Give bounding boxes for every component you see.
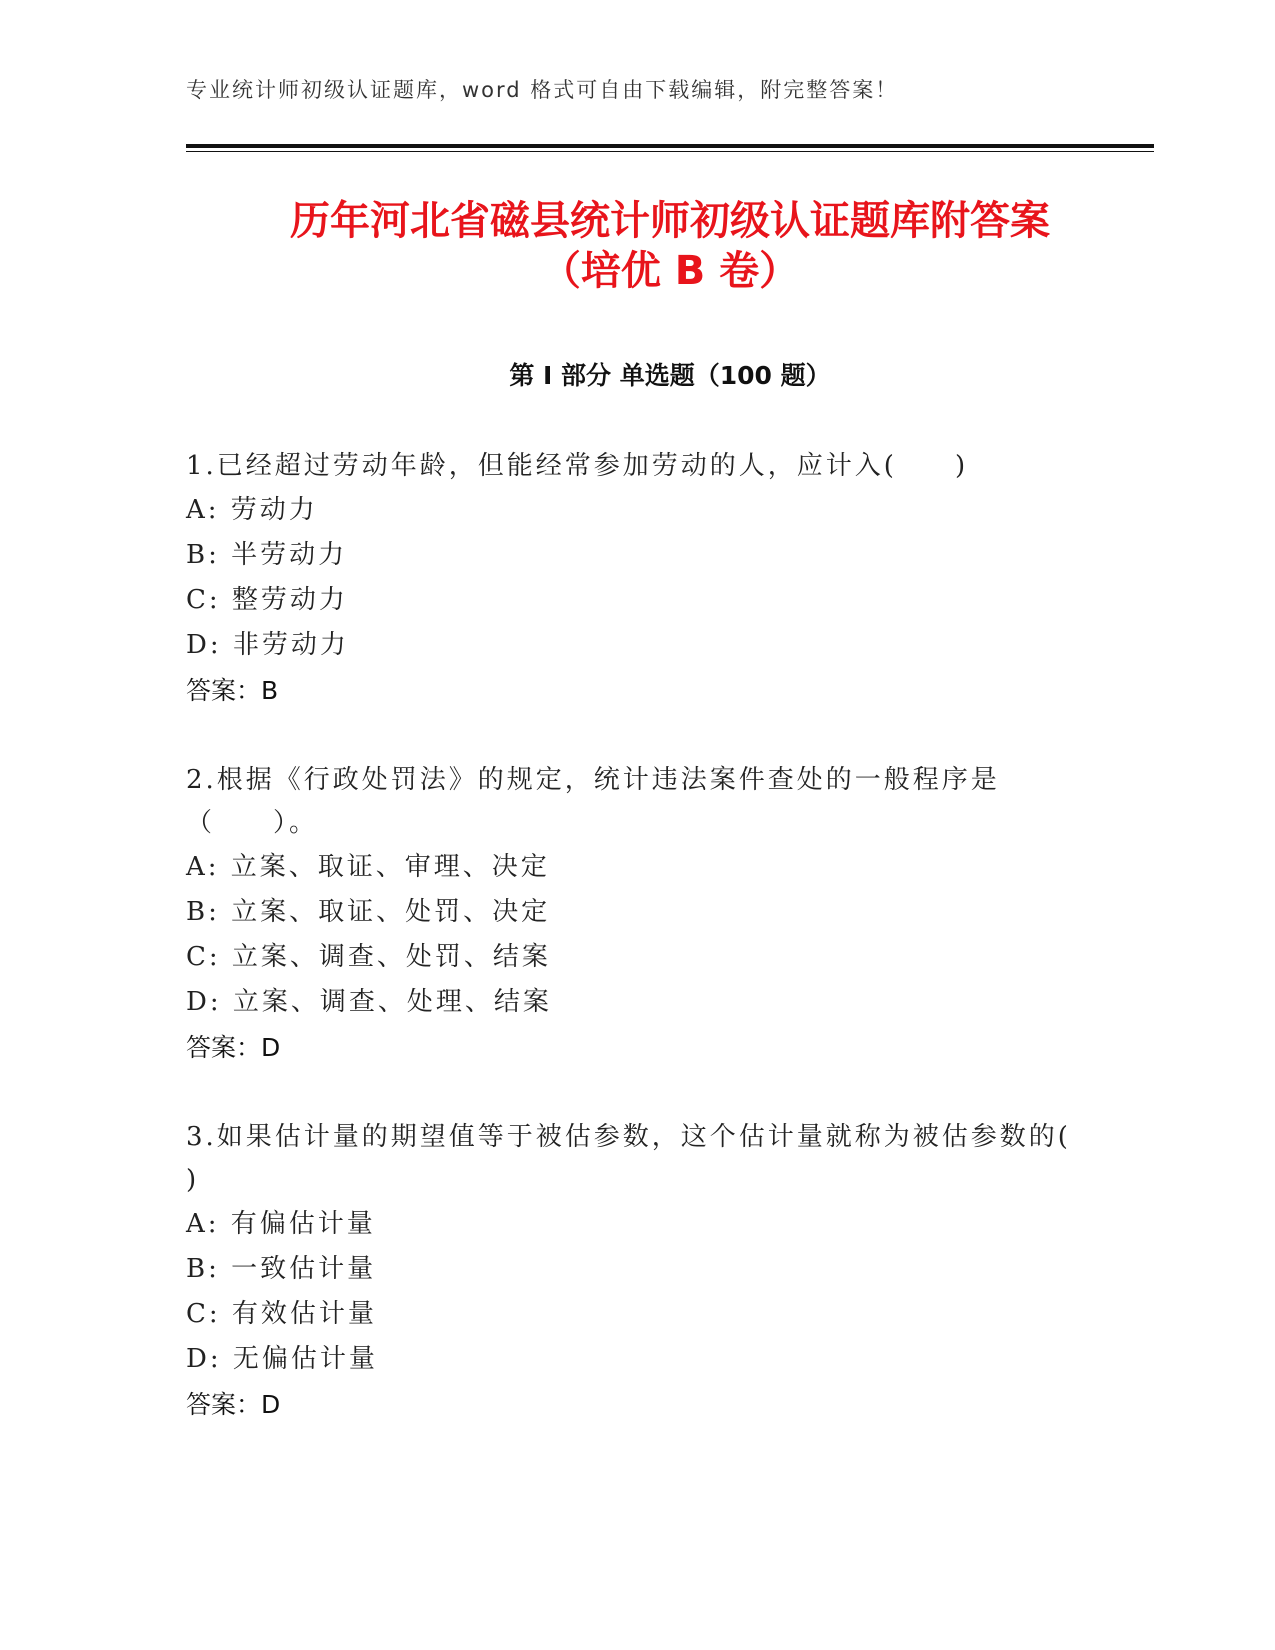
- option-a: A: 劳动力: [186, 495, 318, 525]
- document-title: [186, 196, 1154, 296]
- question-list: [186, 445, 1086, 1473]
- document-title-line-1: 历年河北省磁县统计师初级认证题库附答案: [290, 198, 1050, 244]
- question-stem: 3.如果估计量的期望值等于被估参数，这个估计量就称为被估参数的( ): [186, 1122, 1071, 1195]
- header-divider-thin: [186, 151, 1154, 152]
- question-1: [186, 445, 1086, 713]
- option-d: D: 立案、调查、处理、结案: [186, 987, 552, 1017]
- option-d: D: 非劳动力: [186, 630, 349, 660]
- option-a: A: 立案、取证、审理、决定: [186, 852, 550, 882]
- section-heading: 第 I 部分 单选题（100 题）: [509, 361, 831, 390]
- question-3: [186, 1116, 1086, 1427]
- answer: 答案：B: [186, 676, 279, 705]
- option-b: B: 一致估计量: [186, 1254, 377, 1284]
- option-c: C: 有效估计量: [186, 1299, 377, 1329]
- question-stem: 2.根据《行政处罚法》的规定，统计违法案件查处的一般程序是（ ）。: [186, 765, 1000, 838]
- page-header: 专业统计师初级认证题库，word 格式可自由下载编辑，附完整答案！: [186, 78, 899, 102]
- question-stem: 1.已经超过劳动年龄，但能经常参加劳动的人，应计入( ): [186, 451, 969, 481]
- option-d: D: 无偏估计量: [186, 1344, 378, 1374]
- question-2: [186, 759, 1086, 1070]
- option-b: B: 半劳动力: [186, 540, 348, 570]
- option-c: C: 整劳动力: [186, 585, 348, 615]
- header-divider-thick: [186, 144, 1154, 148]
- option-c: C: 立案、调查、处罚、结案: [186, 942, 551, 972]
- option-b: B: 立案、取证、处罚、决定: [186, 897, 551, 927]
- answer: 答案：D: [186, 1033, 281, 1062]
- answer: 答案：D: [186, 1390, 281, 1419]
- document-title-line-2: （培优 B 卷）: [540, 248, 800, 294]
- option-a: A: 有偏估计量: [186, 1209, 376, 1239]
